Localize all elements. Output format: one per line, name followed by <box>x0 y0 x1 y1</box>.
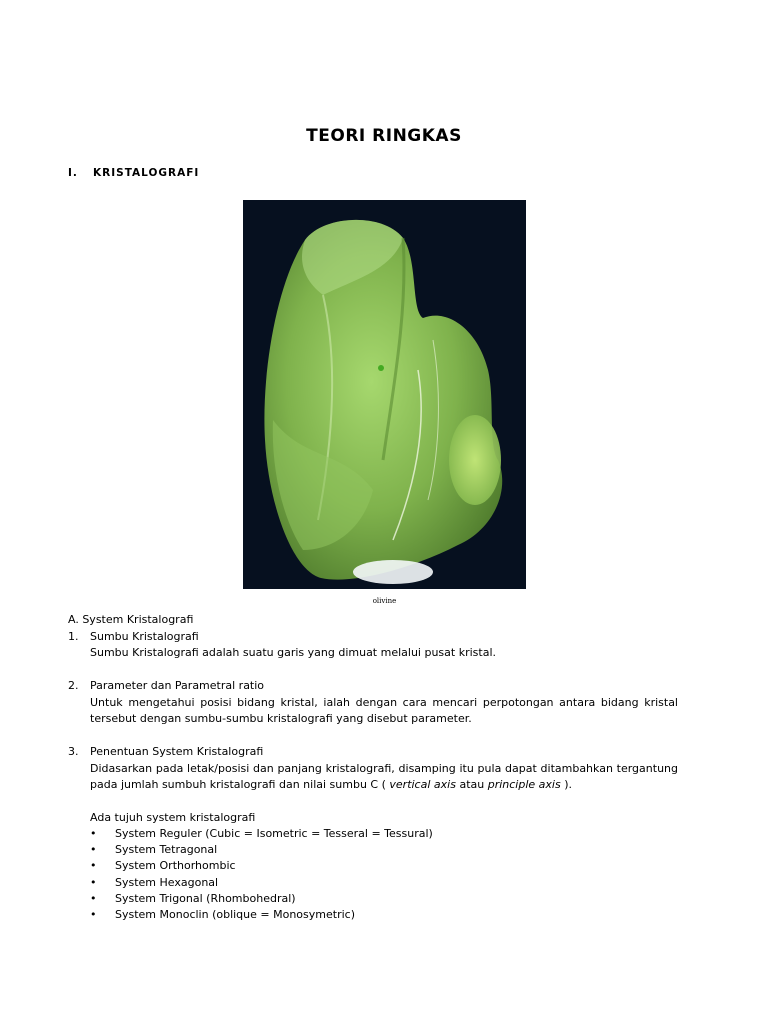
list-item <box>90 842 217 858</box>
item-3-heading <box>68 744 263 760</box>
item-3-body-end: ). <box>560 778 572 792</box>
list-item <box>90 907 355 923</box>
list-item-text: System Reguler (Cubic = Isometric = Tesseral = Tessural) <box>115 827 433 840</box>
item-2-heading <box>68 678 264 694</box>
item-3-body-mid: atau <box>455 778 488 792</box>
term-principle-axis: principle axis <box>487 778 561 792</box>
term-vertical-axis: vertical axis <box>389 778 456 792</box>
item-heading-text: Sumbu Kristalografi <box>90 630 199 643</box>
crystal-illustration <box>243 200 526 589</box>
item-3-body-start: Didasarkan pada letak/posisi dan panjang kristalografi, disamping itu pula dapat ditambahkan tergantung pada jumlah sumbuh kristalografi dan nilai sumbu C ( <box>90 762 678 792</box>
item-2-body: Untuk mengetahui posisi bidang kristal, ialah dengan cara mencari perpotongan antara bidang kristal tersebut dengan sumbu-sumbu kristalografi yang disebut parameter. <box>90 696 678 726</box>
figure-caption: olivine <box>372 597 397 605</box>
section-heading <box>68 167 199 179</box>
bullet-icon: • <box>90 876 97 889</box>
bullet-icon: • <box>90 859 97 872</box>
bullet-icon: • <box>90 908 97 921</box>
item-number: 1. <box>68 630 79 643</box>
olivine-crystal-photo <box>243 200 526 589</box>
page-title: TEORI RINGKAS <box>306 126 462 146</box>
item-3-body <box>90 761 678 794</box>
list-item-text: System Hexagonal <box>115 876 219 889</box>
item-1-body: Sumbu Kristalografi adalah suatu garis yang dimuat melalui pusat kristal. <box>90 646 496 659</box>
item-number: 2. <box>68 679 79 692</box>
list-item <box>90 826 433 842</box>
section-number: I. <box>68 167 78 179</box>
item-heading-text: Parameter dan Parametral ratio <box>90 679 265 692</box>
list-item-text: System Tetragonal <box>115 843 218 856</box>
list-item <box>90 858 236 874</box>
bullet-icon: • <box>90 827 97 840</box>
list-item-text: System Monoclin (oblique = Monosymetric) <box>115 908 355 921</box>
item-heading-text: Penentuan System Kristalografi <box>90 745 264 758</box>
list-item <box>90 891 296 907</box>
item-1-heading <box>68 629 199 645</box>
subsection-heading: A. System Kristalografi <box>68 613 194 626</box>
bullet-icon: • <box>90 892 97 905</box>
section-label: KRISTALOGRAFI <box>93 167 200 179</box>
bullet-icon: • <box>90 843 97 856</box>
item-number: 3. <box>68 745 79 758</box>
list-intro: Ada tujuh system kristalografi <box>90 811 256 824</box>
list-item-text: System Orthorhombic <box>115 859 236 872</box>
list-item-text: System Trigonal (Rhombohedral) <box>115 892 296 905</box>
list-item <box>90 875 218 891</box>
